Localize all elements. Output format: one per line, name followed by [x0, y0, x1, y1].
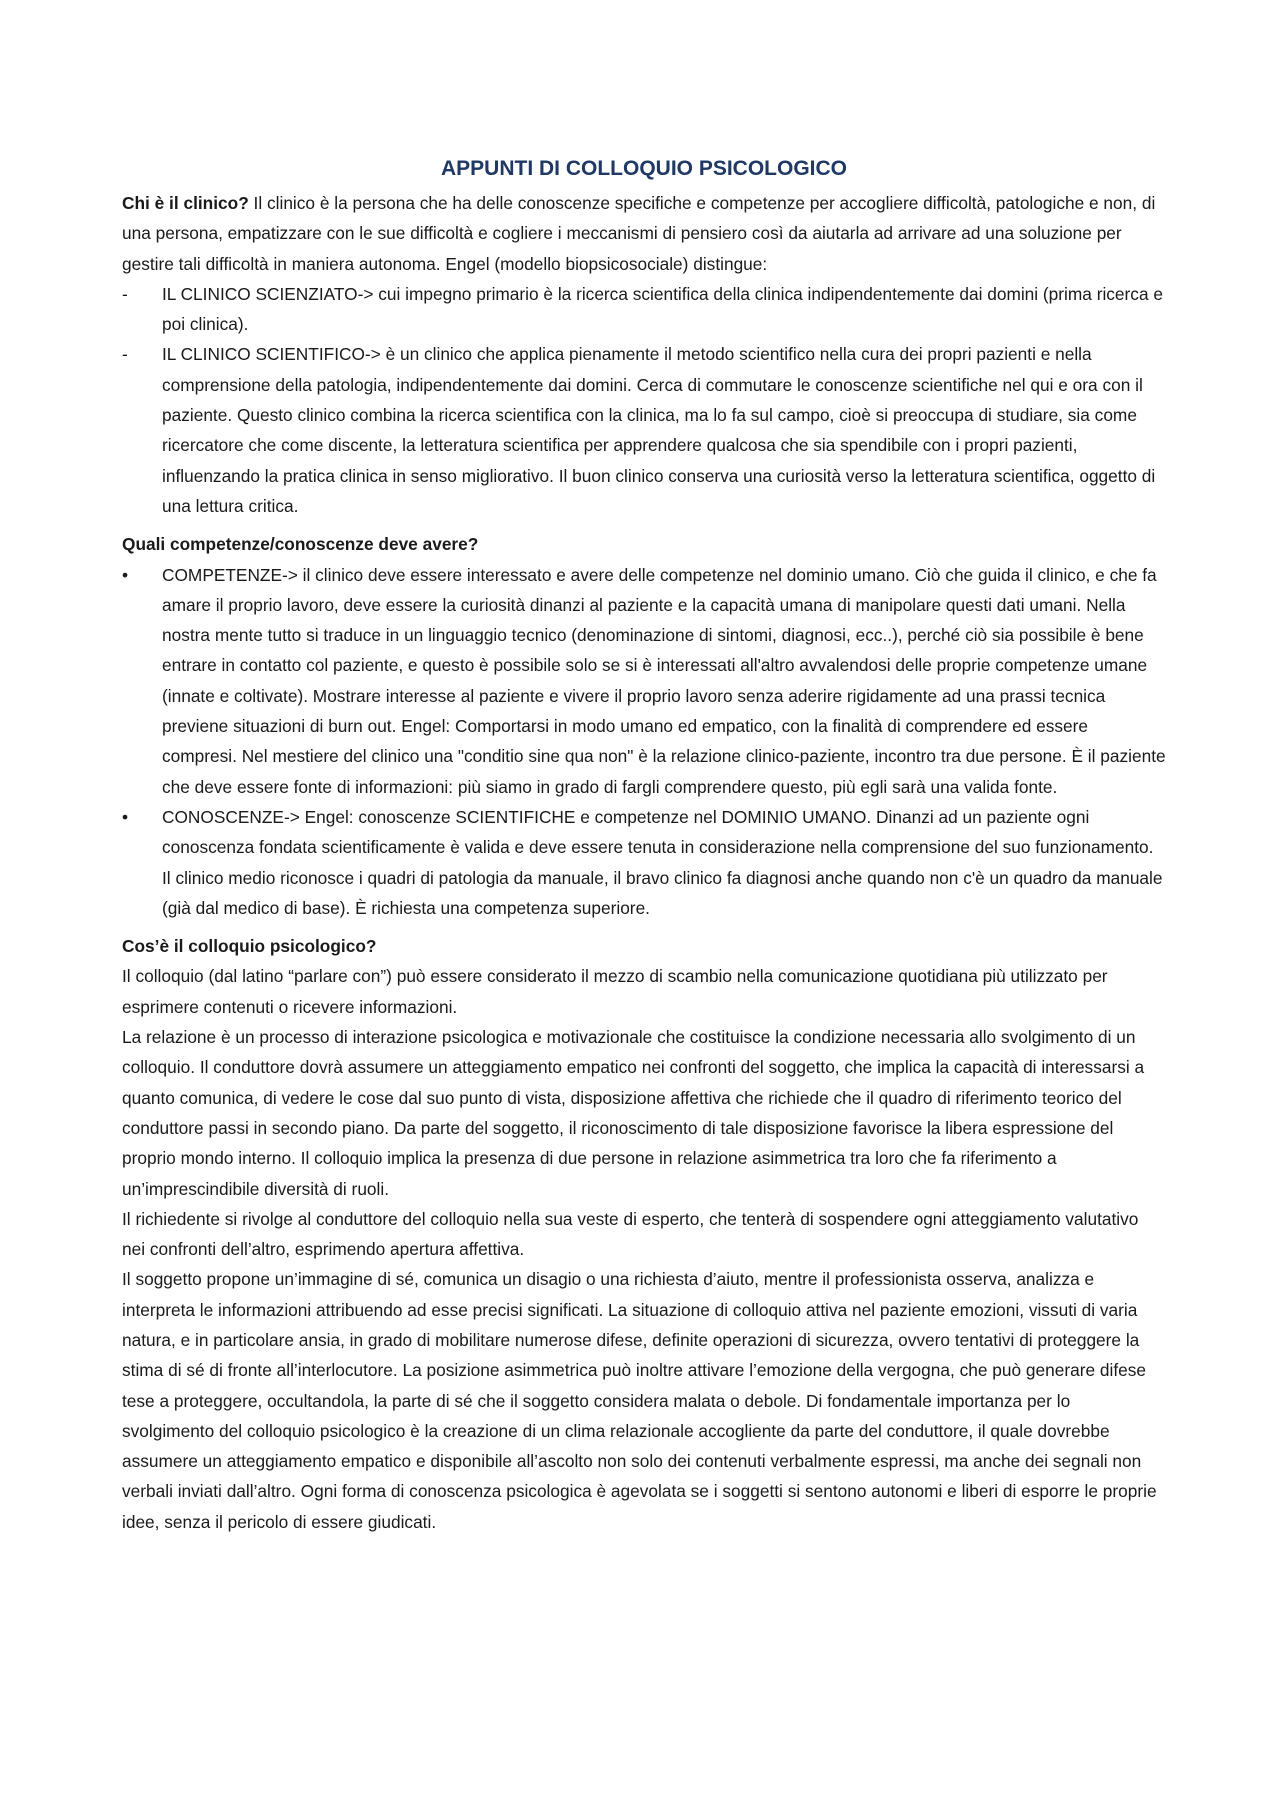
- list-item: [122, 279, 1166, 340]
- colloquio-paragraph: Il soggetto propone un’immagine di sé, comunica un disagio o una richiesta d’aiuto, mentre il professionista osserva, analizza e interpreta le informazioni attribuendo ad esse precisi significati. La situazione di colloquio attiva nel paziente emozioni, vissuti di varia natura, e in particolare ansia, in grado di mobilitare numerose difese, definite operazioni di sicurezza, ovvero tentativi di proteggere la stima di sé di fronte all’interlocutore. La posizione asimmetrica può inoltre attivare l’emozione della vergogna, che può generare difese tese a proteggere, occultandola, la parte di sé che il soggetto considera malata o debole. Di fondamentale importanza per lo svolgimento del colloquio psicologico è la creazione di un clima relazionale accogliente da parte del conduttore, il quale dovrebbe assumere un atteggiamento empatico e disponibile all’ascolto non solo dei contenuti verbalmente espressi, ma anche dei segnali non verbali inviati dall’altro. Ogni forma di conoscenza psicologica è agevolata se i soggetti si sentono autonomi e liberi di esporre le proprie idee, senza il pericolo di essere giudicati.: [122, 1269, 1157, 1532]
- intro-text: Il clinico è la persona che ha delle conoscenze specifiche e competenze per accogliere difficoltà, patologiche e non, di una persona, empatizzare con le sue difficoltà e cogliere i meccanismi di pensiero così da aiutarla ad arrivare ad una soluzione per gestire tali difficoltà in maniera autonoma. Engel (modello biopsicosociale) distingue:: [122, 193, 1156, 274]
- dash-marker: -: [122, 344, 128, 365]
- list-item: [122, 339, 1166, 521]
- section-heading-colloquio: Cos’è il colloquio psicologico?: [122, 936, 377, 957]
- list-item-text: IL CLINICO SCIENTIFICO-> è un clinico che applica pienamente il metodo scientifico nella cura dei propri pazienti e nella comprensione della patologia, indipendentemente dai domini. Cerca di commutare le conoscenze scientifiche nel qui e ora con il paziente. Questo clinico combina la ricerca scientifica con la clinica, ma lo fa sul campo, cioè si preoccupa di studiare, sia come ricercatore che come discente, la letteratura scientifica per apprendere qualcosa che sia spendibile con i propri pazienti, influenzando la pratica clinica in senso migliorativo. Il buon clinico conserva una curiosità verso la letteratura scientifica, oggetto di una lettura critica.: [162, 344, 1156, 516]
- list-item-text: CONOSCENZE-> Engel: conoscenze SCIENTIFICHE e competenze nel DOMINIO UMANO. Dinanzi ad un paziente ogni conoscenza fondata scientificamente è valida e deve essere tenuta in considerazione nella comprensione del suo funzionamento. Il clinico medio riconosce i quadri di patologia da manuale, il bravo clinico fa diagnosi anche quando non c'è un quadro da manuale (già dal medico di base). È richiesta una competenza superiore.: [162, 806, 1163, 918]
- engel-clinician-list: [122, 279, 1166, 521]
- bullet-marker: •: [122, 564, 129, 585]
- document-title: APPUNTI DI COLLOQUIO PSICOLOGICO: [440, 157, 847, 180]
- intro-lead-question: Chi è il clinico?: [122, 193, 249, 213]
- intro-paragraph: [122, 188, 1166, 279]
- colloquio-paragraph: Il colloquio (dal latino “parlare con”) può essere considerato il mezzo di scambio nella comunicazione quotidiana più utilizzato per esprimere contenuti o ricevere informazioni.: [122, 966, 1108, 1017]
- colloquio-paragraph: Il richiedente si rivolge al conduttore del colloquio nella sua veste di esperto, che tenterà di sospendere ogni atteggiamento valutativo nei confronti dell’altro, esprimendo apertura affettiva.: [122, 1208, 1139, 1260]
- section-spacer: [122, 923, 1166, 931]
- bullet-marker: •: [122, 806, 129, 827]
- list-item-text: IL CLINICO SCIENZIATO-> cui impegno primario è la ricerca scientifica della clinica indipendentemente dai domini (prima ricerca e poi clinica).: [162, 283, 1163, 335]
- colloquio-paragraph: La relazione è un processo di interazione psicologica e motivazionale che costituisce la condizione necessaria allo svolgimento di un colloquio. Il conduttore dovrà assumere un atteggiamento empatico nei confronti del soggetto, che implica la capacità di interessarsi a quanto comunica, di vedere le cose dal suo punto di vista, disposizione affettiva che richiede che il quadro di riferimento teorico del conduttore passi in secondo piano. Da parte del soggetto, il riconoscimento di tale disposizione favorisce la libera espressione del proprio mondo interno. Il colloquio implica la presenza di due persone in relazione asimmetrica tra loro che fa riferimento a un’imprescindibile diversità di ruoli.: [122, 1027, 1145, 1199]
- competenze-list: [122, 560, 1166, 924]
- section-spacer: [122, 521, 1166, 529]
- list-item: [122, 560, 1166, 802]
- list-item-text: COMPETENZE-> il clinico deve essere interessato e avere delle competenze nel dominio umano. Ciò che guida il clinico, e che fa amare il proprio lavoro, deve essere la curiosità dinanzi al paziente e la capacità umana di manipolare questi dati umani. Nella nostra mente tutto si traduce in un linguaggio tecnico (denominazione di sintomi, diagnosi, ecc..), perché ciò sia possibile è bene entrare in contatto col paziente, e questo è possibile solo se si è interessati all'altro avvalendosi delle proprie competenze umane (innate e coltivate). Mostrare interesse al paziente e vivere il proprio lavoro senza aderire rigidamente ad una prassi tecnica previene situazioni di burn out. Engel: Comportarsi in modo umano ed empatico, con la finalità di comprendere ed essere compresi. Nel mestiere del clinico una "conditio sine qua non" è la relazione clinico-paziente, incontro tra due persone. È il paziente che deve essere fonte di informazioni: più siamo in grado di fargli comprendere questo, più egli sarà una valida fonte.: [162, 564, 1166, 797]
- list-item: [122, 802, 1166, 923]
- section-heading-competenze: Quali competenze/conoscenze deve avere?: [122, 534, 479, 555]
- dash-marker: -: [122, 283, 128, 304]
